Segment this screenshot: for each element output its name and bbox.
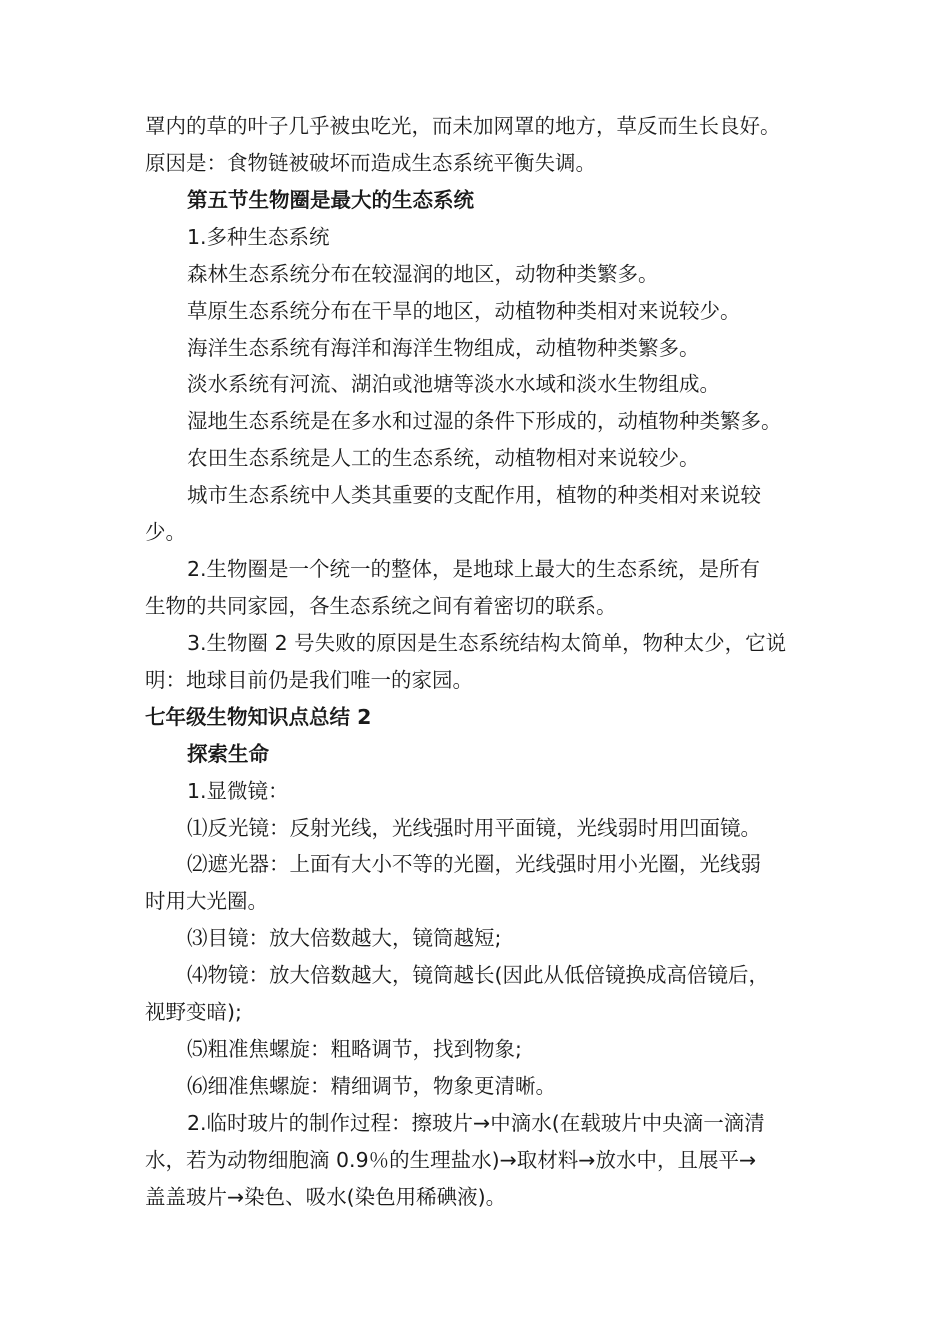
text-line: ⑵遮光器：上面有大小不等的光圈，光线强时用小光圈，光线弱 [187,852,761,877]
text-line: ⑹细准焦螺旋：精细调节，物象更清晰。 [187,1073,556,1098]
text-line: 草原生态系统分布在干旱的地区，动植物种类相对来说较少。 [187,298,741,323]
section-heading: 七年级生物知识点总结 2 [145,704,372,729]
text-line: 1.显微镜： [187,778,289,803]
text-line: 水，若为动物细胞滴 0.9％的生理盐水)→取材料→放水中，且展平→ [145,1147,757,1172]
text-line: 湿地生态系统是在多水和过湿的条件下形成的，动植物种类繁多。 [187,409,782,434]
text-line: 森林生态系统分布在较湿润的地区，动物种类繁多。 [187,261,659,286]
text-line: 视野变暗); [145,1000,242,1025]
text-line: 2.生物圈是一个统一的整体，是地球上最大的生态系统，是所有 [187,557,761,581]
text-line: 原因是：食物链被破坏而造成生态系统平衡失调。 [145,150,596,175]
text-line: 3.生物圈 2 号失败的原因是生态系统结构太简单，物种太少，它说 [187,630,787,655]
text-line: ⑷物镜：放大倍数越大，镜筒越长(因此从低倍镜换成高倍镜后， [187,963,769,988]
text-line: ⑶目镜：放大倍数越大，镜筒越短; [187,926,502,951]
text-line: ⑴反光镜：反射光线，光线强时用平面镜，光线弱时用凹面镜。 [187,815,761,840]
text-line: ⑸粗准焦螺旋：粗略调节，找到物象; [187,1037,522,1061]
text-line: 1.多种生态系统 [187,224,330,249]
section-heading: 第五节生物圈是最大的生态系统 [187,187,474,212]
text-line: 生物的共同家园，各生态系统之间有着密切的联系。 [145,594,617,618]
text-line: 城市生态系统中人类其重要的支配作用，植物的种类相对来说较 [187,483,761,508]
text-line: 农田生态系统是人工的生态系统，动植物相对来说较少。 [187,446,700,471]
section-heading: 探索生命 [187,741,269,766]
text-line: 少。 [145,520,186,545]
text-line: 海洋生态系统有海洋和海洋生物组成，动植物种类繁多。 [187,335,700,360]
text-line: 盖盖玻片→染色、吸水(染色用稀碘液)。 [145,1184,507,1209]
text-line: 时用大光圈。 [145,889,268,914]
text-line: 淡水系统有河流、湖泊或池塘等淡水水域和淡水生物组成。 [187,372,720,397]
text-line: 罩内的草的叶子几乎被虫吃光，而未加网罩的地方，草反而生长良好。 [145,114,781,138]
text-line: 2.临时玻片的制作过程：擦玻片→中滴水(在载玻片中央滴一滴清 [187,1110,765,1135]
text-line: 明：地球目前仍是我们唯一的家园。 [145,667,473,692]
